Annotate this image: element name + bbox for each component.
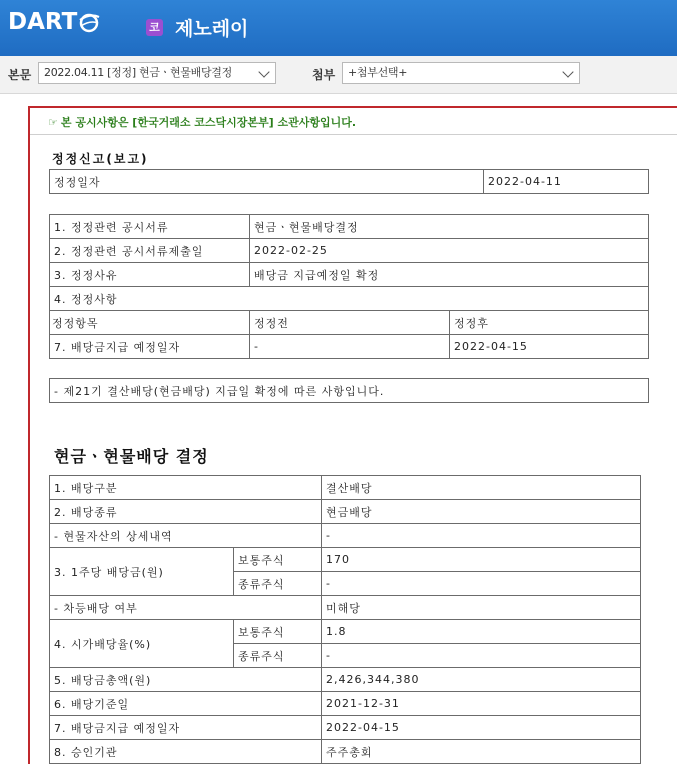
table-row — [50, 596, 641, 620]
column-header: 정정전 — [250, 311, 450, 335]
row-label: 7. 배당금지급 예정일자 — [50, 716, 322, 740]
row-label: 5. 배당금총액(원) — [50, 668, 322, 692]
dividend-title: 현금ㆍ현물배당 결정 — [54, 447, 209, 466]
table-row — [50, 500, 641, 524]
row-value: 배당금 지급예정일 확정 — [250, 263, 649, 287]
document-toolbar — [0, 56, 677, 94]
row-value: - — [322, 524, 641, 548]
table-row — [50, 620, 641, 644]
row-value: 주주총회 — [322, 740, 641, 764]
table-row — [50, 379, 649, 403]
row-label: 1. 배당구분 — [50, 476, 322, 500]
sub-label: 보통주식 — [234, 548, 322, 572]
company-name[interactable]: 제노레이 — [175, 18, 249, 40]
correction-note: - 제21기 결산배당(현금배당) 지급일 확정에 따른 사항입니다. — [50, 379, 649, 403]
column-header: 정정항목 — [50, 311, 250, 335]
chevron-down-icon — [562, 66, 573, 77]
table-row — [50, 692, 641, 716]
row-label: 3. 정정사유 — [50, 263, 250, 287]
items-label: 4. 정정사항 — [50, 287, 649, 311]
table-row — [50, 716, 641, 740]
correction-date-table — [49, 169, 649, 194]
item-name: 7. 배당금지급 예정일자 — [50, 335, 250, 359]
table-row — [50, 215, 649, 239]
row-label: 3. 1주당 배당금(원) — [50, 548, 234, 596]
logo-swoosh-icon — [78, 11, 100, 33]
attachment-select[interactable] — [342, 62, 580, 84]
table-row — [50, 548, 641, 572]
table-row — [50, 740, 641, 764]
notice-text: 본 공시사항은 [한국거래소 코스닥시장본부] 소관사항입니다. — [60, 116, 357, 129]
divider — [30, 134, 677, 135]
row-value: 2021-12-31 — [322, 692, 641, 716]
table-header-row — [50, 311, 649, 335]
row-label: 4. 시가배당율(%) — [50, 620, 234, 668]
document-viewer[interactable] — [28, 106, 677, 764]
dart-logo[interactable] — [8, 8, 100, 36]
table-row — [50, 239, 649, 263]
row-label: - 차등배당 여부 — [50, 596, 322, 620]
column-header: 정정후 — [450, 311, 649, 335]
row-value: 결산배당 — [322, 476, 641, 500]
correction-note-table — [49, 378, 649, 403]
correction-detail-table — [49, 214, 649, 359]
row-label: 2. 배당종류 — [50, 500, 322, 524]
row-value: 현금ㆍ현물배당결정 — [250, 215, 649, 239]
main-doc-select-value: 2022.04.11 [정정] 현금ㆍ현물배당결정 — [44, 66, 232, 79]
main-doc-label: 본문 — [8, 68, 32, 82]
company-title — [146, 14, 248, 41]
table-row — [50, 263, 649, 287]
row-label: 6. 배당기준일 — [50, 692, 322, 716]
date-label: 정정일자 — [50, 170, 484, 194]
app-header — [0, 0, 677, 56]
row-value: 170 — [322, 548, 641, 572]
row-value: 현금배당 — [322, 500, 641, 524]
row-value: 2022-02-25 — [250, 239, 649, 263]
main-doc-select[interactable] — [38, 62, 276, 84]
table-row — [50, 335, 649, 359]
date-value: 2022-04-11 — [484, 170, 649, 194]
hand-pointing-icon: ☞ — [48, 116, 58, 129]
dividend-decision-table — [49, 475, 641, 764]
attachment-select-value: +첨부선택+ — [348, 66, 408, 79]
row-value: 1.8 — [322, 620, 641, 644]
table-row — [50, 170, 649, 194]
row-value: 미해당 — [322, 596, 641, 620]
row-label: 2. 정정관련 공시서류제출일 — [50, 239, 250, 263]
table-row — [50, 287, 649, 311]
row-label: - 현물자산의 상세내역 — [50, 524, 322, 548]
table-row — [50, 476, 641, 500]
sub-label: 보통주식 — [234, 620, 322, 644]
logo-text: DART — [8, 9, 78, 35]
item-before: - — [250, 335, 450, 359]
row-label: 8. 승인기관 — [50, 740, 322, 764]
row-value: 2022-04-15 — [322, 716, 641, 740]
attach-label: 첨부 — [312, 68, 336, 82]
row-value: - — [322, 572, 641, 596]
chevron-down-icon — [258, 66, 269, 77]
row-label: 1. 정정관련 공시서류 — [50, 215, 250, 239]
row-value: 2,426,344,380 — [322, 668, 641, 692]
table-row — [50, 524, 641, 548]
table-row — [50, 668, 641, 692]
row-value: - — [322, 644, 641, 668]
kosdaq-badge: 코 — [146, 19, 163, 36]
sub-label: 종류주식 — [234, 572, 322, 596]
jurisdiction-notice — [48, 114, 356, 130]
correction-title: 정정신고(보고) — [52, 152, 149, 166]
item-after: 2022-04-15 — [450, 335, 649, 359]
sub-label: 종류주식 — [234, 644, 322, 668]
